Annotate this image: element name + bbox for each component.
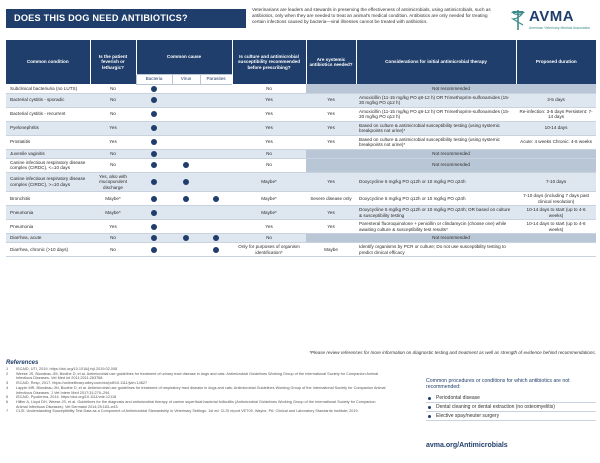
parasites-cell (200, 192, 232, 206)
reference-item (6, 386, 386, 395)
bacteria-cell (136, 243, 172, 257)
header-feverish: Is the patient feverish or lethargic? (90, 40, 136, 84)
common-procedure-label: Elective spay/neuter surgery (436, 413, 500, 420)
therapy-cell: Based on culture & antimicrobial susceptibility testing (using systemic breakpoints not urine)* (356, 135, 516, 149)
systemic-cell: Yes (306, 107, 356, 121)
bacteria-dot-icon (151, 196, 157, 202)
reference-text: Weese JS, Blondeau JM, Boothe D, et al. Antimicrobial use guidelines for treatment of urinary tract disease in dogs and cats: Antimicrobial Guidelines Working Group of the International Society for Companion Animal Infectious Diseases. Vet Med Int 2011;2011:263768. (16, 371, 379, 381)
therapy-cell: Parenteral fluoroquinolone + penicillin or clindamycin (choose one) while awaiting culture & susceptibility test results* (356, 220, 516, 234)
virus-cell (172, 121, 200, 135)
therapy-cell: Amoxicillin (11-15 mg/kg PO q8-12 h) OR Trimethoprim-sulfonamides (15-30 mg/kg PO q12 h) (356, 93, 516, 107)
bacteria-dot-icon (151, 139, 157, 145)
systemic-cell: Yes (306, 121, 356, 135)
table-row (6, 158, 596, 172)
reference-number: 3 (6, 381, 9, 386)
reference-item (6, 372, 386, 381)
duration-cell: 10-14 days to start (up to 4-6 weeks) (516, 220, 596, 234)
parasites-cell (200, 234, 232, 243)
virus-dot-icon (183, 162, 189, 168)
condition-cell: Pneumonia (6, 220, 90, 234)
parasites-cell (200, 107, 232, 121)
parasites-cell (200, 172, 232, 192)
duration-cell: 10-14 days to start (up to 4-6 weeks) (516, 206, 596, 220)
bacteria-dot-icon (151, 151, 157, 157)
bacteria-cell (136, 158, 172, 172)
bacteria-dot-icon (151, 86, 157, 92)
reference-number: 4 (6, 385, 9, 390)
reference-text: Lappin MR, Blondeau JM, Boothe D, et al. Antimicrobial use guidelines for treatment of respiratory tract disease in dogs and cats: Antimicrobial Guidelines Working Group of the International Society for Companion Animal Infectious Diseases. J Vet Intern Med 2017;31:279–294. (16, 385, 386, 395)
feverish-cell: Yes, also with mucopurulent discharge (90, 172, 136, 192)
culture-cell: Yes (232, 107, 306, 121)
therapy-cell: Doxycycline 5 mg/kg PO q12h or 10 mg/kg PO q24h; OR based on culture & susceptibility testing (356, 206, 516, 220)
common-procedure-item (426, 403, 596, 412)
common-procedure-label: Dental cleaning or dental extraction (no osteomyelitis) (436, 404, 555, 411)
culture-cell: Yes (232, 93, 306, 107)
table-row (6, 234, 596, 243)
bacteria-cell (136, 220, 172, 234)
condition-cell: Juvenile vaginitis (6, 149, 90, 158)
header-bacteria: Bacteria (136, 74, 172, 84)
bacteria-cell (136, 234, 172, 243)
common-procedures-title: Common procedures or conditions for which antibiotics are not recommended: (426, 378, 570, 391)
parasites-cell (200, 206, 232, 220)
culture-cell: Maybe* (232, 206, 306, 220)
parasites-cell (200, 135, 232, 149)
condition-cell: Prostatitis (6, 135, 90, 149)
parasites-cell (200, 149, 232, 158)
header-therapy: Considerations for initial antimicrobial therapy (356, 40, 516, 84)
culture-cell: No (232, 149, 306, 158)
condition-cell: Diarrhea, acute (6, 234, 90, 243)
duration-cell: 10-14 days (516, 121, 596, 135)
bacteria-cell (136, 121, 172, 135)
not-recommended-cell: Not recommended (306, 158, 596, 172)
virus-cell (172, 84, 200, 93)
condition-cell: Bacterial cystitis - sporadic (6, 93, 90, 107)
bacteria-cell (136, 107, 172, 121)
feverish-cell: Maybe* (90, 192, 136, 206)
systemic-cell: Yes (306, 206, 356, 220)
feverish-cell: Yes (90, 135, 136, 149)
feverish-cell: No (90, 234, 136, 243)
therapy-cell: Based on culture & antimicrobial susceptibility testing (using systemic breakpoints not urine)* (356, 121, 516, 135)
common-procedure-item (426, 412, 596, 421)
virus-cell (172, 172, 200, 192)
culture-cell: Maybe* (232, 192, 306, 206)
condition-cell: Pneumonia (6, 206, 90, 220)
feverish-cell: Yes (90, 121, 136, 135)
feverish-cell: No (90, 107, 136, 121)
reference-text: ISCAID, UTI, 2019. https://doi.org/10.1016/j.tvjl.2019.02.008 (16, 367, 118, 371)
duration-cell: 7-10 days (516, 172, 596, 192)
condition-cell: Canine infectious respiratory disease complex (CIRDC), >=10 days (6, 172, 90, 192)
feverish-cell: No (90, 243, 136, 257)
reference-text: CLSI. Understanding Susceptibility Test Data as a Component of Antimicrobial Stewardship in Veterinary Settings. 1st ed. CLSI report VET09. Wayne, PA: Clinical and Laboratory Standards Institute; 2019. (16, 409, 359, 414)
duration-cell: 7-10 days (including 7 days past clinical resolution) (516, 192, 596, 206)
virus-cell (172, 135, 200, 149)
reference-number: 5 (6, 395, 9, 400)
virus-cell (172, 234, 200, 243)
table-row (6, 149, 596, 158)
culture-cell: No (232, 84, 306, 93)
parasites-cell (200, 158, 232, 172)
virus-cell (172, 206, 200, 220)
bacteria-dot-icon (151, 125, 157, 131)
parasites-dot-icon (213, 235, 219, 241)
table-row (6, 192, 596, 206)
header-condition: Common condition (6, 40, 90, 84)
condition-cell: Canine infectious respiratory disease complex (CIRDC), <=10 days (6, 158, 90, 172)
reference-number: 6 (6, 399, 9, 404)
culture-cell: No (232, 158, 306, 172)
table-row (6, 84, 596, 93)
virus-cell (172, 220, 200, 234)
condition-cell: Subclinical bacteriuria (no LUTS) (6, 84, 90, 93)
header-duration: Proposed duration (516, 40, 596, 84)
systemic-cell: Yes (306, 135, 356, 149)
reference-number: 1 (6, 367, 9, 371)
bacteria-dot-icon (151, 111, 157, 117)
common-procedure-item (426, 394, 596, 403)
systemic-cell: Yes (306, 172, 356, 192)
therapy-cell: Amoxicillin (11-15 mg/kg PO q8-12 h) OR Trimethoprim-sulfonamides (15-30 mg/kg PO q12 h) (356, 107, 516, 121)
bullet-icon (428, 415, 431, 418)
footnote: *Please review references for more information on diagnostic testing and treatment as well as strength of evidence behind recommendations. (309, 350, 596, 355)
bacteria-cell (136, 206, 172, 220)
reference-text: ISCAID, Pyoderma, 2014. https://doi.org/10.1111/vde.12118 (16, 395, 117, 400)
bacteria-dot-icon (151, 247, 157, 253)
virus-cell (172, 107, 200, 121)
bacteria-cell (136, 84, 172, 93)
website-link[interactable]: avma.org/Antimicrobials (426, 442, 508, 449)
bacteria-cell (136, 93, 172, 107)
duration-cell: Re-infection: 3-5 days Persistent: 7-14 days (516, 107, 596, 121)
virus-cell (172, 93, 200, 107)
bullet-icon (428, 397, 431, 400)
avma-logo (510, 8, 596, 34)
common-procedures-box (426, 378, 596, 421)
reference-text: ISCAID, Resp, 2017. https://onlinelibrary.wiley.com/doi/pdf/10.1111/jvim.14627 (16, 381, 148, 386)
table-row (6, 243, 596, 257)
table-row (6, 93, 596, 107)
parasites-cell (200, 220, 232, 234)
therapy-cell: Doxycycline 5 mg/kg PO q12h or 10 mg/kg PO q24h (356, 172, 516, 192)
table-row (6, 135, 596, 149)
caduceus-icon (510, 9, 526, 31)
condition-cell: Bacterial cystitis - recurrent (6, 107, 90, 121)
virus-cell (172, 149, 200, 158)
virus-dot-icon (183, 235, 189, 241)
feverish-cell: No (90, 84, 136, 93)
duration-cell: Acute: 4 weeks Chronic: 4-6 weeks (516, 135, 596, 149)
parasites-cell (200, 121, 232, 135)
condition-cell: Pyelonephritis (6, 121, 90, 135)
table-row (6, 206, 596, 220)
reference-text: Hillier A, Lloyd DH, Weese JS, et al. Guidelines for the diagnosis and antimicrobial therapy of canine superficial bacterial folliculitis (Antimicrobial Guidelines Working Group of the International Society for Companion Animal Infectious Diseases). Vet Dermatol 2014;25:163–e43. (16, 399, 376, 409)
bullet-icon (428, 406, 431, 409)
reference-number: 7 (6, 409, 9, 414)
references-section (6, 360, 386, 414)
not-recommended-cell: Not recommended (306, 84, 596, 93)
therapy-cell: Identify organisms by PCR or culture; Do not use susceptibility testing to predict clinical efficacy (356, 243, 516, 257)
table-row (6, 121, 596, 135)
reference-item (6, 400, 386, 409)
header-common-cause: Common cause (136, 40, 232, 74)
table-row (6, 107, 596, 121)
condition-cell: Diarrhea, chronic (>10 days) (6, 243, 90, 257)
virus-cell (172, 243, 200, 257)
not-recommended-cell: Not recommended (306, 149, 596, 158)
culture-cell: Yes (232, 135, 306, 149)
page-title: DOES THIS DOG NEED ANTIBIOTICS? (6, 9, 246, 28)
table-row (6, 220, 596, 234)
feverish-cell: No (90, 93, 136, 107)
systemic-cell: Maybe (306, 243, 356, 257)
references-list (6, 367, 386, 414)
bacteria-dot-icon (151, 162, 157, 168)
systemic-cell: Yes (306, 93, 356, 107)
duration-cell: 3-5 days (516, 93, 596, 107)
logo-subtitle: American Veterinary Medical Association (529, 26, 591, 30)
virus-cell (172, 192, 200, 206)
bacteria-cell (136, 192, 172, 206)
bacteria-dot-icon (151, 224, 157, 230)
header-section (0, 0, 600, 40)
parasites-cell (200, 243, 232, 257)
bacteria-cell (136, 149, 172, 158)
header-culture: Is culture and antimicrobial susceptibility recommended before prescribing? (232, 40, 306, 84)
parasites-dot-icon (213, 247, 219, 253)
parasites-dot-icon (213, 196, 219, 202)
header-systemic: Are systemic antibiotics needed? (306, 40, 356, 84)
bacteria-cell (136, 172, 172, 192)
logo-wordmark: AVMA (529, 8, 575, 25)
parasites-cell (200, 93, 232, 107)
common-procedure-label: Periodontal disease (436, 395, 480, 402)
reference-number: 2 (6, 371, 9, 376)
table-row (6, 172, 596, 192)
virus-dot-icon (183, 179, 189, 185)
duration-cell (516, 243, 596, 257)
culture-cell: Yes (232, 121, 306, 135)
bacteria-dot-icon (151, 97, 157, 103)
common-procedures-list (426, 394, 596, 421)
header-parasites: Parasites (200, 74, 232, 84)
therapy-cell: Doxycycline 5 mg/kg PO q12h or 10 mg/kg PO q24h (356, 192, 516, 206)
condition-cell: Bronchitis (6, 192, 90, 206)
bacteria-dot-icon (151, 179, 157, 185)
header-virus: Virus (172, 74, 200, 84)
culture-cell: Only for purposes of organism identification* (232, 243, 306, 257)
parasites-cell (200, 84, 232, 93)
intro-text: Veterinarians are leaders and stewards in preserving the effectiveness of antimicrobials, using antimicrobials, such as antibiotics, only when they are needed to treat an animal's medical condition. Antibiotics are only needed for treating certain infections caused by bacteria—viral illnesses cannot be treated with antibiotics. (252, 7, 491, 24)
bacteria-dot-icon (151, 210, 157, 216)
culture-cell: Maybe* (232, 172, 306, 192)
reference-item (6, 409, 386, 414)
culture-cell: No (232, 234, 306, 243)
bacteria-cell (136, 135, 172, 149)
systemic-cell: Yes (306, 220, 356, 234)
bacteria-dot-icon (151, 235, 157, 241)
feverish-cell: Yes (90, 220, 136, 234)
antibiotics-table (6, 40, 596, 257)
virus-cell (172, 158, 200, 172)
references-title: References (6, 360, 39, 366)
feverish-cell: No (90, 158, 136, 172)
culture-cell: Yes (232, 220, 306, 234)
not-recommended-cell: Not recommended (306, 234, 596, 243)
virus-dot-icon (183, 196, 189, 202)
feverish-cell: No (90, 149, 136, 158)
feverish-cell: Maybe* (90, 206, 136, 220)
systemic-cell: Severe disease only (306, 192, 356, 206)
